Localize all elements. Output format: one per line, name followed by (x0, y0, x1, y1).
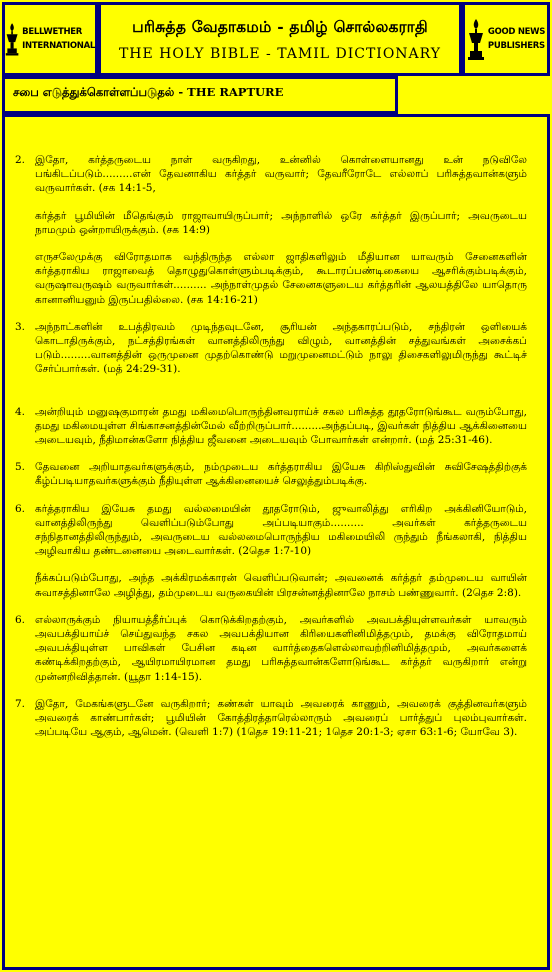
item-number: 6. (15, 502, 26, 515)
verse-paragraph: இதோ, கர்த்தருடைய நாள் வருகிறது, உன்னில் கொள்ளையானது உன் நடுவிலே பங்கிடப்படும்.........என் தேவனாகிய கர்த்தர் வருவார்; தேவரீரோடே எல்லாப் பரிசுத்தவான்களும் வருவார்கள். (சக 14:1-5, (35, 154, 527, 195)
item-number: 5. (15, 461, 26, 474)
verse-paragraph: அந்நாட்களின் உபத்திரவம் முடிந்தவுடனே, சூரியன் அந்தகாரப்படும், சந்திரன் ஒளியைக் கொடாதிருக்கும், நட்சத்திரங்கள் வானத்திலிருந்து விழும், வானத்தின் சத்துவங்கள் அசைக்கப் படும்.........வானத்தின் ஒருமுனை முதற்கொண்டு மறுமுனைமட்டும் நாலு திசைகளிலுமிருந்து கூட்டிச் சேர்ப்பார்கள். (மத் 24:29-31). (35, 320, 527, 376)
item-number: 7. (15, 697, 26, 710)
list-item (15, 697, 527, 740)
list-item (15, 153, 527, 209)
lamp-icon (467, 17, 485, 61)
list-item (15, 405, 527, 448)
item-number: 3. (15, 320, 26, 333)
list-item (15, 613, 527, 684)
verse-paragraph: எல்லாருக்கும் நியாயத்தீர்ப்புக் கொடுக்கிறதற்கும், அவர்களில் அவபக்தியுள்ளவர்கள் யாவரும் அவபக்தியாய்ச் செய்துவந்த சகல அவபக்தியான கிரியைகளினிமித்தமும், தமக்கு விரோதமாய் அவபக்தியுள்ள பாவிகள் பேசின கடின வார்த்தைகளெல்லாவற்றினிமித்தமும், அவர்களைக் கண்டிக்கிறதற்கும், ஆயிரமாயிரமான தமது பரிசுத்தவான்களோடுங்கூட கர்த்தர் வருகிறார் என்று முன்னறிவித்தான். (யூதா 1:14-15). (35, 613, 527, 683)
list-item (15, 502, 527, 559)
item-number: 2. (15, 154, 26, 166)
logo-left-line2: INTERNATIONAL (22, 41, 95, 51)
logo-right-line1: GOOD NEWS (487, 27, 546, 37)
verse-paragraph: நீக்கப்படும்போது, அந்த அக்கிரமக்காரன் வெளிப்படுவான்; அவனைக் கர்த்தர் தம்முடைய வாயின் சுவாசத்தினாலே அழித்து, தம்முடைய வருகையின் பிரசன்னத்தினாலே நாசம் பண்ணுவார். (2தெச 2:8). (35, 572, 527, 599)
verse-paragraph: கர்த்தர் பூமியின் மீதெங்கும் ராஜாவாயிருப்பார்; அந்நாளில் ஒரே கர்த்தர் இருப்பார்; அவருடைய நாமமும் ஒன்றாயிருக்கும். (சக 14:9) (35, 209, 527, 236)
verse-paragraph: இதோ, மேகங்களுடனே வருகிறார்; கண்கள் யாவும் அவரைக் காணும், அவரைக் குத்தினவர்களும் அவரைக் காண்பார்கள்; பூமியின் கோத்திரத்தாரெல்லாரும் அவரைப் பார்த்துப் புலம்புவார்கள். அப்படியே ஆகும், ஆமென். (வெளி 1:7) (1தெச 19:11-21; 1தெச 20:1-3; ஏசா 63:1-6; யோவே 3). (35, 697, 527, 739)
content-panel (2, 114, 550, 970)
lamp-icon (5, 17, 19, 61)
title-english: THE HOLY BIBLE - TAMIL DICTIONARY (118, 46, 442, 62)
list-item (15, 460, 527, 488)
item-number: 6. (15, 613, 26, 626)
verse-list (15, 153, 527, 753)
good-news-logo (462, 2, 550, 76)
logo-right-line2: PUBLISHERS (487, 41, 545, 51)
list-item (15, 320, 527, 377)
verse-paragraph: அன்றியும் மனுஷகுமாரன் தமது மகிமைபொருந்தினவராய்ச் சகல பரிசுத்த தூதரோடுங்கூட வரும்போது, தமது மகிமையுள்ள சிங்காசனத்தின்மேல் வீற்றிருப்பார்.........அந்தப்படி, இவர்கள் நித்திய ஆக்கினையை அடையவும், நீதிமான்களோ நித்திய ஜீவனை அடையவும் போவார்கள் என்றார். (மத் 25:31-46). (35, 405, 527, 447)
section-heading (2, 76, 398, 114)
verse-paragraph: எருசலேமுக்கு விரோதமாக வந்திருந்த எல்லா ஜாதிகளிலும் மீதியான யாவரும் சேனைகளின் கர்த்தராகிய ராஜாவைத் தொழுதுகொள்ளும்படிக்கும், கூடாரப்பண்டிகையை ஆசரிக்கும்படிக்கும், வருஷாவருஷம் வருவார்கள்.......... அந்நாள்முதல் சேனைகளுடைய கர்த்தரின் ஆலயத்திலே யாதொரு கானானியனும் இருப்பதில்லை. (சக 14:16-21) (35, 251, 527, 306)
section-heading-text: சபை எடுத்துக்கொள்ளப்படுதல் - THE RAPTURE (13, 85, 284, 99)
item-number: 4. (15, 405, 26, 418)
title-banner (98, 2, 462, 76)
title-tamil: பரிசுத்த வேதாகமம் - தமிழ் சொல்லகராதி (132, 17, 428, 36)
bellwether-logo (2, 2, 98, 76)
verse-paragraph: கர்த்தராகிய இயேசு தமது வல்லமையின் தூதரோடும், ஜுவாலித்து எரிகிற அக்கினியோடும், வானத்திலிருந்து வெளிப்படும்போது அப்படியாகும்.......... அவர்கள் கர்த்தருடைய சந்நிதானத்திலிருந்தும், அவருடைய வல்லமைபொருந்திய மகிமையிலி ருந்தும் நீங்கலாகி, நித்திய அழிவாகிய தண்டனையை அடைவார்கள். (2தெச 1:7-10) (35, 502, 527, 558)
logo-left-line1: BELLWETHER (22, 27, 83, 37)
verse-paragraph: தேவனை அறியாதவர்களுக்கும், நம்முடைய கர்த்தராகிய இயேசு கிறிஸ்துவின் சுவிசேஷத்திற்குக் கீழ்ப்படியாதவர்களுக்கும் நீதியுள்ள ஆக்கினையைச் செலுத்தும்படிக்கு. (35, 461, 527, 488)
